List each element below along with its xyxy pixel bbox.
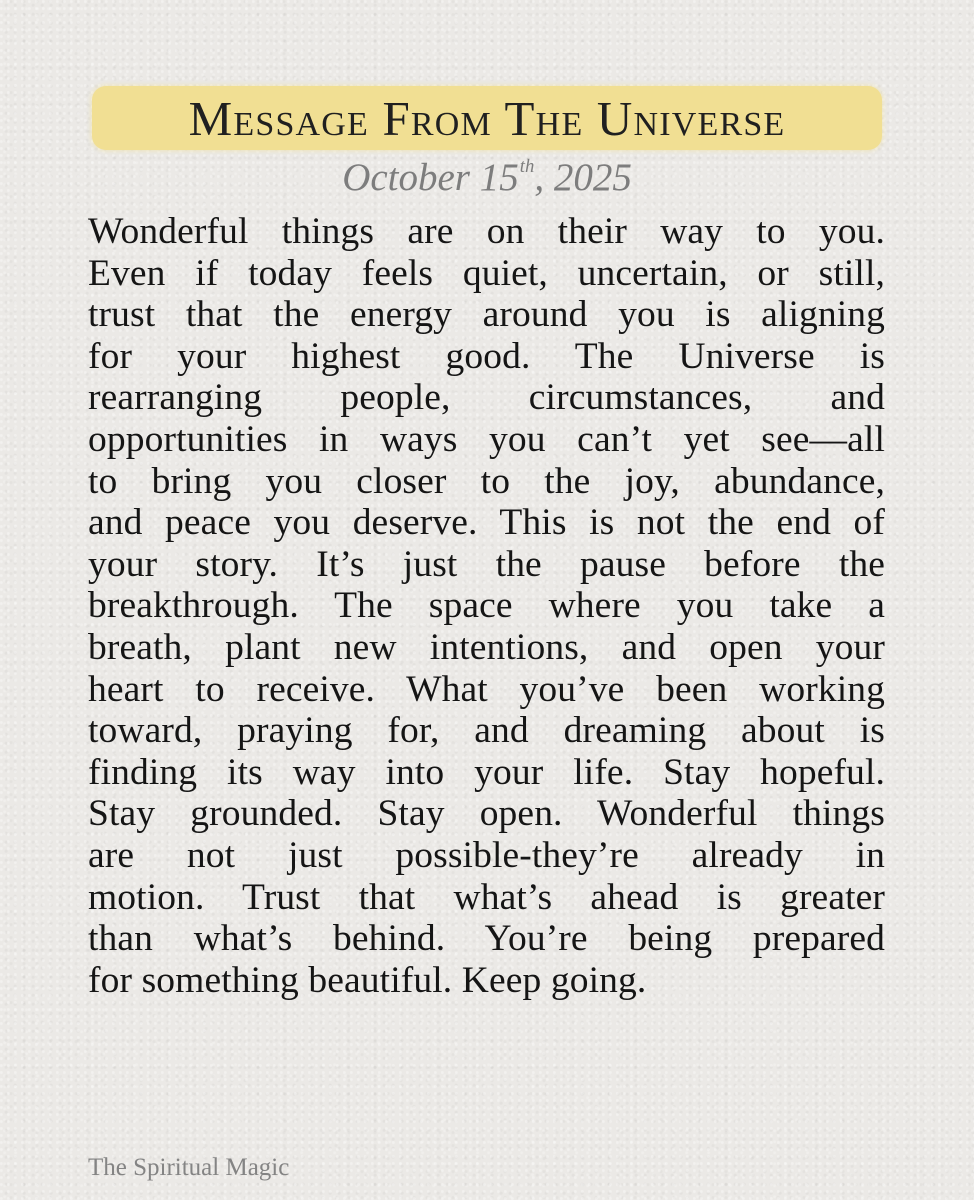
date-ordinal-suffix: th: [519, 156, 535, 178]
date-year: , 2025: [534, 156, 632, 199]
message-body: [88, 211, 885, 1001]
message-line: for your highest good. The Universe is: [88, 335, 885, 377]
message-line: opportunities in ways you can’t yet see—all: [88, 418, 885, 460]
message-line: than what’s behind. You’re being prepared: [88, 918, 885, 960]
message-line: trust that the energy around you is aligning: [88, 294, 885, 336]
signature: The Spiritual Magic: [88, 1154, 290, 1181]
message-line: rearranging people, circumstances, and: [88, 377, 885, 419]
message-line: toward, praying for, and dreaming about is: [88, 710, 885, 752]
message-line: Wonderful things are on their way to you.: [88, 211, 885, 252]
message-line: for something beautiful. Keep going.: [88, 959, 647, 1001]
message-line: Even if today feels quiet, uncertain, or still,: [88, 252, 885, 294]
date-month-day: October 15: [342, 156, 519, 199]
message-line: Stay grounded. Stay open. Wonderful things: [88, 793, 885, 835]
message-line: motion. Trust that what’s ahead is greater: [88, 876, 885, 918]
message-line: are not just possible-they’re already in: [88, 834, 885, 876]
message-line: and peace you deserve. This is not the end of: [88, 502, 885, 544]
page-title: Message From The Universe: [188, 91, 786, 146]
message-line: breakthrough. The space where you take a: [88, 585, 885, 627]
message-line: finding its way into your life. Stay hopeful.: [88, 751, 885, 793]
message-line: breath, plant new intentions, and open your: [88, 626, 885, 668]
title-highlight: [92, 86, 882, 150]
message-line: to bring you closer to the joy, abundance,: [88, 460, 885, 502]
message-line: your story. It’s just the pause before the: [88, 543, 885, 585]
message-date: [0, 158, 974, 197]
message-line: heart to receive. What you’ve been working: [88, 668, 885, 710]
